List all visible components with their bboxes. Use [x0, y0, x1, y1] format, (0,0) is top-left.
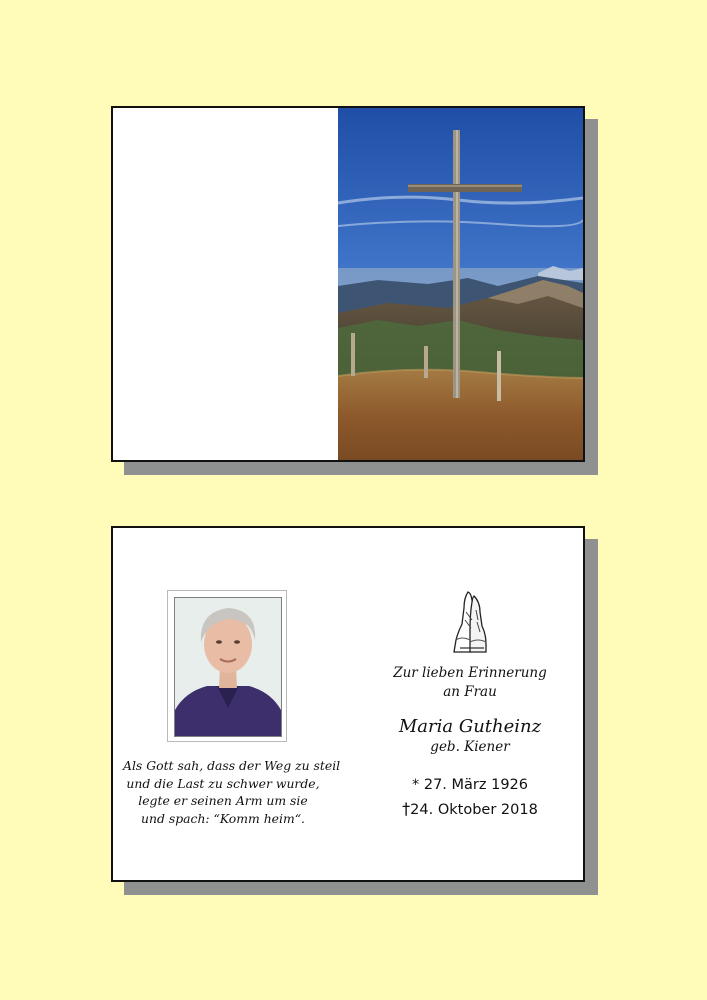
death-date: 24. Oktober 2018 [410, 802, 538, 818]
birth-star-icon: * [411, 777, 420, 793]
grass-slope [338, 370, 583, 460]
deceased-name: Maria Gutheinz [398, 716, 542, 737]
mountain-cross-photo [338, 108, 583, 460]
memorial-text-column [375, 590, 565, 822]
memorial-subheading: an Frau [443, 684, 497, 700]
death-date-line [375, 797, 565, 822]
elderly-woman-portrait-icon [175, 598, 281, 736]
portrait-frame [167, 590, 287, 742]
card-front [111, 106, 585, 462]
fence-post [497, 351, 501, 401]
birth-date-line [375, 773, 565, 797]
poem-line: legte er seinen Arm um sie [138, 793, 308, 808]
poem-line: und spach: “Komm heim“. [141, 810, 305, 826]
card-front-blank-page [113, 108, 338, 460]
mountain-cross-illustration [338, 108, 583, 460]
portrait-photo [174, 597, 282, 737]
memorial-heading: Zur lieben Erinnerung [393, 665, 547, 681]
fence-post [424, 346, 428, 378]
poem-line: und die Last zu schwer wurde, [126, 775, 320, 791]
praying-hands-icon [450, 590, 490, 656]
poem-line: Als Gott sah, dass der Weg zu steil [123, 758, 341, 773]
fence-post [351, 333, 355, 376]
memorial-poem [123, 757, 341, 827]
life-dates [375, 773, 565, 822]
death-cross-icon: † [402, 799, 411, 818]
birth-date: 27. März 1926 [423, 777, 528, 793]
card-back [111, 526, 585, 882]
maiden-name: geb. Kiener [430, 739, 510, 755]
